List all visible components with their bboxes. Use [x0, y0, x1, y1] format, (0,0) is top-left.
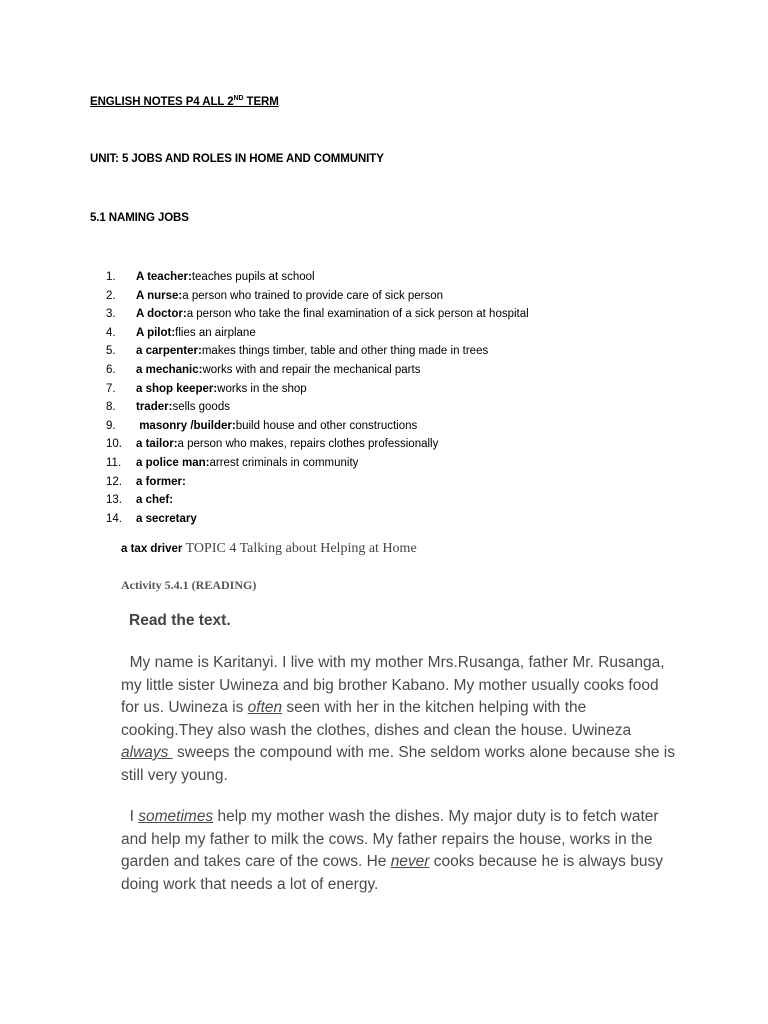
list-item: 1. A teacher: teaches pupils at school	[106, 271, 315, 283]
tax-driver-text: a tax driver	[121, 543, 183, 555]
list-item: 9. masonry /builder: build house and other constructions	[106, 419, 418, 432]
underlined-word: never	[390, 853, 430, 870]
list-item: 6. a mechanic: works with and repair the mechanical parts	[106, 363, 421, 376]
list-item: 8. trader: sells goods	[106, 401, 230, 414]
underlined-word: sometimes	[138, 808, 214, 825]
list-item: 14. a secretary	[106, 512, 197, 525]
title-superscript: ND	[233, 95, 244, 102]
list-item: 5. a carpenter: makes things timber, table and other thing made in trees	[106, 345, 489, 358]
section-heading: 5.1 NAMING JOBS	[90, 212, 189, 224]
list-item: 7. a shop keeper: works in the shop	[106, 382, 307, 395]
list-item: 2. A nurse: a person who trained to provide care of sick person	[106, 289, 444, 302]
list-item: 3. A doctor: a person who take the final examination of a sick person at hospital	[106, 308, 529, 321]
list-item: 12. a former:	[106, 475, 186, 488]
reading-paragraph-2: I sometimes help my mother wash the dishes. My major duty is to fetch water and help my father to milk the cows. My father repairs the house, works in the garden and takes care of the cows. He never cooks because he is always busy doing work that needs a lot of energy.	[121, 808, 668, 893]
underlined-word: always	[121, 744, 173, 761]
document-title	[90, 95, 279, 108]
read-instruction: Read the text.	[129, 612, 231, 629]
list-item: 13. a chef:	[106, 494, 174, 507]
title-end: TERM	[243, 96, 279, 108]
unit-heading: UNIT: 5 JOBS AND ROLES IN HOME AND COMMUNITY	[90, 153, 384, 165]
jobs-list	[106, 268, 529, 528]
list-item: 10. a tailor: a person who makes, repairs clothes professionally	[106, 438, 439, 451]
topic-title: TOPIC 4 Talking about Helping at Home	[182, 541, 417, 556]
activity-heading: Activity 5.4.1 (READING)	[121, 578, 257, 592]
list-item: 4. A pilot: flies an airplane	[106, 326, 256, 339]
reading-paragraph-1: My name is Karitanyi. I live with my mother Mrs.Rusanga, father Mr. Rusanga, my little sister Uwineza and big brother Kabano. My mother usually cooks food for us. Uwineza is often seen with her in the kitchen helping with the cooking.They also wash the clothes, dishes and clean the house. Uwineza always sweeps the compound with me. She seldom works alone because she is still very young.	[121, 654, 680, 784]
topic-line	[121, 541, 417, 557]
underlined-word: often	[247, 699, 283, 716]
list-item: 11. a police man: arrest criminals in community	[106, 456, 359, 469]
title-main: ENGLISH NOTES P4 ALL 2	[90, 96, 234, 108]
